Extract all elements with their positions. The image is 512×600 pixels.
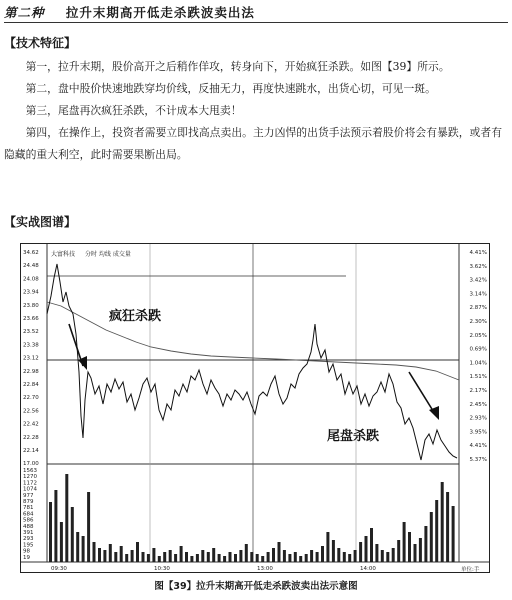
vol-tick-1: 1270 [23, 474, 37, 481]
paragraph-3: 第三，尾盘再次疯狂杀跌，不计成本大甩卖！ [25, 104, 242, 117]
vol-tick-13: 98 [23, 548, 30, 555]
method-title: 拉升末期高开低走杀跌波卖出法 [65, 5, 255, 20]
vol-tick-14: 19 [23, 554, 30, 561]
volume-bar [114, 552, 117, 562]
feature-paragraphs [4, 56, 502, 166]
volume-bar [321, 546, 324, 562]
volume-bar [185, 552, 188, 562]
volume-bar [267, 552, 270, 562]
volume-bar [201, 550, 204, 562]
volume-bar [278, 542, 281, 562]
volume-bar [397, 540, 400, 562]
time-axis-ticks [51, 566, 376, 572]
volume-bar [60, 522, 63, 562]
right-tick-0: 4.41% [469, 250, 487, 256]
left-tick-3: 23.94 [23, 289, 39, 296]
volume-bar [212, 548, 215, 562]
vol-tick-12: 195 [23, 542, 34, 549]
right-tick-4: 2.87% [469, 305, 487, 312]
volume-bar [103, 550, 106, 562]
paragraph-4: 第四，在操作上，投资者需要立即找高点卖出。主力凶悍的出货手法预示着股价将会有暴跌，或者有隐藏的重大利空，此时需要果断出局。 [4, 126, 502, 161]
volume-bar [136, 542, 139, 562]
left-tick-15: 22.14 [23, 448, 39, 454]
volume-bar [354, 550, 357, 562]
volume-bar [310, 550, 313, 562]
left-tick-16: 17.00 [23, 461, 39, 468]
volume-bar [120, 546, 123, 562]
volume-bar [169, 550, 172, 562]
volume-bar [131, 550, 134, 562]
volume-bar [419, 538, 422, 562]
right-axis-ticks [470, 250, 487, 463]
volume-bar [125, 554, 128, 562]
volume-bar [408, 532, 411, 562]
volume-bar [174, 554, 177, 562]
left-tick-14: 22.28 [23, 434, 39, 441]
volume-bar [435, 500, 438, 562]
volume-bar [218, 554, 221, 562]
volume-bar [76, 532, 79, 562]
left-tick-9: 22.98 [23, 368, 39, 375]
left-tick-8: 23.12 [23, 355, 39, 362]
paragraph-2: 第二，盘中股价快速地跌穿均价线，反抽无力，再度快速跳水，出货心切，可见一斑。 [25, 82, 436, 95]
left-tick-7: 23.38 [23, 342, 39, 349]
volume-bar [190, 556, 193, 562]
vol-tick-2: 1172 [23, 480, 37, 487]
volume-bar [424, 526, 427, 562]
volume-bar [381, 550, 384, 562]
volume-bar [250, 552, 253, 562]
volume-bar [272, 548, 275, 562]
volume-bar [305, 554, 308, 562]
method-number: 第二种 [4, 5, 45, 20]
intraday-chart [20, 243, 490, 573]
left-tick-13: 22.42 [23, 421, 39, 428]
vol-tick-0: 1563 [23, 468, 37, 474]
volume-bar [326, 532, 329, 562]
right-tick-9: 1.51% [469, 374, 487, 381]
annotation-late-crash: 尾盘杀跌 [327, 429, 380, 444]
volume-bar [316, 552, 319, 562]
time-tick-3: 14:00 [360, 566, 376, 572]
volume-bars [49, 474, 455, 562]
vol-tick-4: 977 [23, 492, 34, 499]
left-tick-2: 24.08 [23, 276, 39, 283]
volume-bar [452, 506, 455, 562]
volume-bar [414, 544, 417, 562]
volume-bar [163, 552, 166, 562]
volume-bar [299, 556, 302, 562]
left-axis-ticks [23, 250, 39, 467]
right-tick-5: 2.30% [469, 319, 487, 325]
section-features: 【技术特征】 [4, 36, 77, 50]
figure-caption: 图【39】拉升末期高开低走杀跌波卖出法示意图 [154, 581, 358, 592]
volume-bar [49, 502, 52, 562]
volume-bar [359, 542, 362, 562]
volume-bar [109, 544, 112, 562]
time-tick-2: 13:00 [257, 566, 273, 572]
volume-bar [207, 552, 210, 562]
right-tick-15: 5.37% [469, 457, 487, 463]
left-tick-11: 22.70 [23, 395, 39, 402]
volume-bar [370, 528, 373, 562]
vol-tick-9: 488 [23, 523, 34, 530]
time-tick-0: 09:30 [51, 566, 67, 572]
volume-bar [375, 544, 378, 562]
left-tick-0: 34.62 [23, 250, 39, 256]
title-rule [4, 22, 508, 23]
volume-bar [365, 536, 368, 562]
volume-bar [65, 474, 68, 562]
right-tick-1: 3.62% [469, 263, 487, 270]
price-line [47, 264, 457, 460]
right-tick-11: 2.45% [469, 401, 487, 408]
volume-bar [430, 512, 433, 562]
vol-tick-5: 879 [23, 499, 34, 505]
volume-bar [288, 554, 291, 562]
right-tick-12: 2.93% [469, 415, 487, 422]
volume-bar [147, 554, 150, 562]
intraday-chart-svg [21, 244, 489, 572]
volume-bar [142, 552, 145, 562]
volume-axis-ticks [23, 468, 37, 561]
annotation-crash: 疯狂杀跌 [109, 309, 162, 324]
vol-tick-6: 781 [23, 505, 34, 512]
vol-tick-11: 293 [23, 536, 34, 543]
volume-bar [337, 548, 340, 562]
right-tick-10: 2.17% [469, 388, 487, 394]
volume-bar [234, 554, 237, 562]
paragraph-1: 第一，拉升末期，股价高开之后稍作佯攻，转身向下，开始疯狂杀跌。如图【39】所示。 [25, 60, 450, 73]
stock-label: 大富科技 [51, 251, 76, 258]
right-tick-2: 3.42% [469, 277, 487, 284]
volume-bar [403, 522, 406, 562]
time-tick-1: 10:30 [154, 566, 170, 572]
volume-bar [343, 552, 346, 562]
right-tick-6: 2.05% [469, 332, 487, 339]
volume-bar [441, 482, 444, 562]
left-tick-5: 23.66 [23, 316, 39, 322]
volume-bar [446, 492, 449, 562]
right-tick-3: 3.14% [469, 291, 487, 298]
vol-tick-10: 391 [23, 530, 34, 536]
volume-bar [348, 554, 351, 562]
vol-tick-3: 1074 [23, 486, 37, 493]
volume-bar [87, 492, 90, 562]
volume-bar [294, 552, 297, 562]
volume-bar [223, 556, 226, 562]
volume-bar [158, 556, 161, 562]
volume-bar [261, 556, 264, 562]
volume-bar [71, 507, 74, 562]
volume-bar [152, 548, 155, 562]
volume-bar [229, 552, 232, 562]
left-tick-1: 24.48 [23, 263, 39, 270]
volume-bar [82, 536, 85, 562]
volume-bar [392, 548, 395, 562]
volume-bar [283, 550, 286, 562]
right-tick-14: 4.41% [469, 443, 487, 450]
chart-legend: 分时 均线 成交量 [85, 251, 131, 258]
volume-bar [239, 550, 242, 562]
page-title [4, 3, 508, 21]
volume-bar [386, 552, 389, 562]
left-tick-12: 22.56 [23, 408, 39, 415]
right-tick-13: 3.95% [469, 429, 487, 436]
right-tick-7: 0.69% [469, 346, 487, 353]
right-tick-8: 1.04% [469, 360, 487, 367]
left-tick-4: 23.80 [23, 302, 39, 309]
vol-tick-7: 684 [23, 511, 34, 518]
unit-label: 单位:手 [461, 567, 480, 572]
left-tick-10: 22.84 [23, 382, 39, 388]
volume-bar [256, 554, 259, 562]
volume-bar [180, 546, 183, 562]
vol-tick-8: 586 [23, 517, 34, 524]
section-example: 【实战图谱】 [4, 215, 77, 229]
volume-bar [93, 542, 96, 562]
volume-bar [196, 554, 199, 562]
volume-bar [54, 490, 57, 562]
volume-bar [332, 540, 335, 562]
left-tick-6: 23.52 [23, 329, 39, 336]
volume-bar [98, 548, 101, 562]
volume-bar [245, 544, 248, 562]
